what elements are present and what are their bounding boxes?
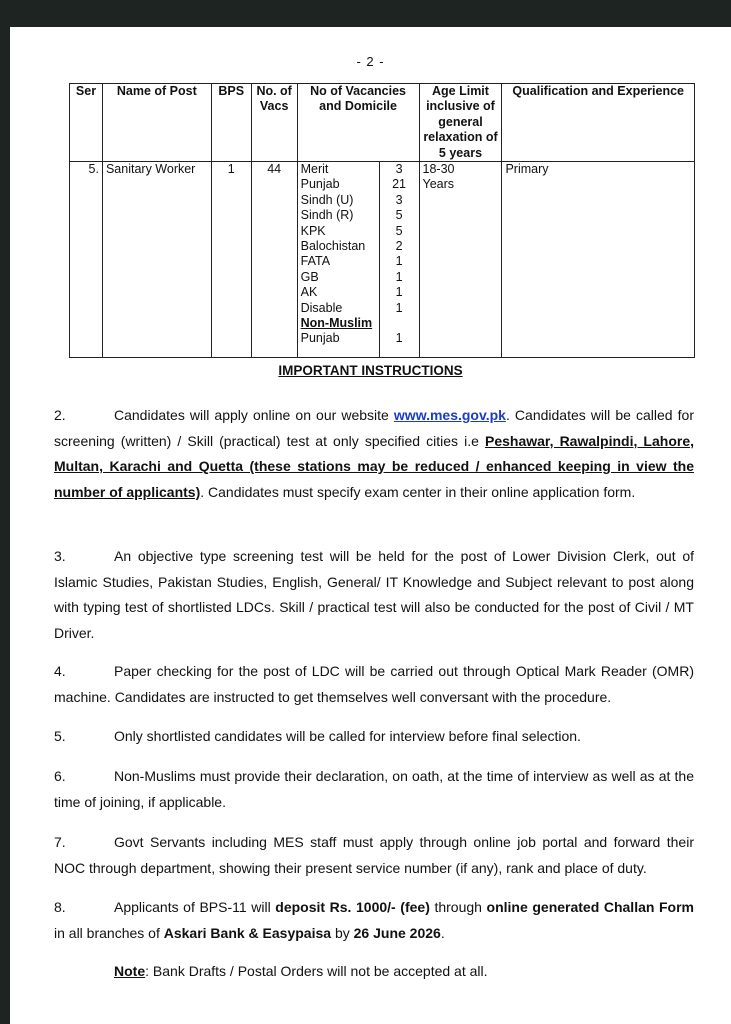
cell-ser: 5. — [70, 162, 103, 358]
paragraph-2 — [54, 403, 694, 505]
domicile-name: Balochistan — [300, 238, 366, 253]
age-unit: Years — [422, 177, 455, 192]
para-number: 4. — [54, 663, 66, 679]
instructions-heading: IMPORTANT INSTRUCTIONS — [278, 363, 463, 378]
para-number: 6. — [54, 768, 66, 784]
document-page — [10, 27, 731, 1024]
para-text: in all branches of — [54, 924, 164, 941]
domicile-count: 1 — [395, 331, 403, 346]
para-text: Applicants of BPS-11 will — [114, 899, 276, 915]
para-text: Only shortlisted candidates will be called for interview before final selection. — [114, 728, 581, 744]
domicile-name: GB — [300, 269, 319, 284]
para-number: 2. — [54, 407, 66, 423]
para-text: through — [429, 899, 487, 915]
para-text: An objective type screening test will be held for the post of Lower Division Clerk, out of Islamic Studies, Pakistan Studies, English, General/ IT Knowledge and Subject relevant to post along with typing test of shortlisted LDCs. Skill / practical test will also be conducted for the post of Civil / MT Driver. — [54, 548, 694, 641]
para-text: Paper checking for the post of LDC will be carried out through Optical Mark Reader (OMR) machine. Candidates are instructed to get themselves well conversant with the procedure. — [54, 663, 694, 705]
page-number: - 2 - — [356, 54, 385, 69]
bank-names: Askari Bank & Easypaisa — [163, 924, 332, 941]
challan-form: online generated Challan Form — [486, 899, 695, 915]
note — [54, 959, 694, 985]
para-text: Govt Servants including MES staff must apply through online job portal and forward their NOC through department, showing their present service number (if any), rank and place of duty. — [54, 834, 694, 876]
domicile-count: 21 — [392, 177, 407, 192]
header-vacs: No. of Vacs — [251, 84, 297, 162]
para-text: . — [440, 924, 445, 941]
domicile-count — [383, 316, 416, 331]
para-number: 3. — [54, 548, 66, 564]
para-number: 7. — [54, 834, 66, 850]
cell-age — [419, 162, 502, 358]
paragraph-3 — [54, 544, 694, 646]
para-text: Non-Muslims must provide their declaration, on oath, at the time of interview as well as at the time of joining, if applicable. — [54, 768, 694, 810]
paragraph-7 — [54, 830, 694, 881]
table-row — [70, 162, 695, 358]
deadline-date: 26 June 2026 — [353, 924, 441, 941]
domicile-name: Non-Muslim — [300, 315, 373, 330]
header-ser: Ser — [70, 84, 103, 162]
domicile-name: FATA — [300, 254, 331, 269]
domicile-name: AK — [300, 285, 318, 300]
header-post: Name of Post — [102, 84, 211, 162]
domicile-name: Disable — [300, 300, 343, 315]
exam-cities: Peshawar, Rawalpindi, Lahore, Multan, Karachi and Quetta (these stations may be reduced / enhanced keeping in view the number of applicants) — [54, 432, 694, 500]
domicile-count: 3 — [395, 192, 403, 207]
para-number: 8. — [54, 899, 66, 915]
cell-vacs: 44 — [251, 162, 297, 358]
header-qualification: Qualification and Experience — [502, 84, 695, 162]
paragraph-8 — [54, 895, 694, 946]
para-text: Candidates will apply online on our website — [114, 407, 394, 423]
cell-domicile-counts — [379, 162, 419, 358]
note-text: : Bank Drafts / Postal Orders will not be accepted at all. — [145, 963, 488, 979]
fee-amount: deposit Rs. 1000/- (fee) — [275, 899, 430, 915]
para-text: . Candidates must specify exam center in their online application form. — [200, 483, 636, 500]
domicile-count: 5 — [395, 208, 403, 223]
para-text: by — [331, 924, 354, 941]
paragraph-5 — [54, 724, 694, 750]
domicile-name: Punjab — [300, 331, 340, 346]
table-header-row — [70, 84, 695, 162]
domicile-name: Merit — [300, 162, 329, 177]
para-text: . Candidates will be called for screening (written) / Skill (practical) test at only specified cities i.e — [54, 407, 694, 449]
cell-qualification: Primary — [502, 162, 695, 358]
cell-domicile-names — [297, 162, 379, 358]
cell-post: Sanitary Worker — [102, 162, 211, 358]
header-bps: BPS — [211, 84, 251, 162]
domicile-name: Punjab — [300, 177, 340, 192]
domicile-count: 3 — [395, 162, 403, 177]
note-label: Note — [114, 963, 146, 979]
website-link[interactable]: www.mes.gov.pk — [393, 407, 506, 423]
domicile-count: 5 — [395, 223, 403, 238]
paragraph-4 — [54, 659, 694, 710]
domicile-count: 1 — [395, 285, 403, 300]
domicile-count: 1 — [395, 300, 403, 315]
domicile-count: 1 — [395, 254, 403, 269]
header-domicile: No of Vacancies and Domicile — [297, 84, 419, 162]
domicile-count: 1 — [395, 269, 403, 284]
cell-bps: 1 — [211, 162, 251, 358]
header-age: Age Limit inclusive of general relaxation of 5 years — [419, 84, 502, 162]
vacancy-table — [69, 83, 695, 358]
domicile-name: KPK — [300, 223, 326, 238]
domicile-count: 2 — [395, 238, 403, 253]
age-range: 18-30 — [422, 162, 455, 177]
paragraph-6 — [54, 764, 694, 815]
para-number: 5. — [54, 728, 66, 744]
domicile-name: Sindh (U) — [300, 192, 354, 207]
domicile-name: Sindh (R) — [300, 208, 354, 223]
